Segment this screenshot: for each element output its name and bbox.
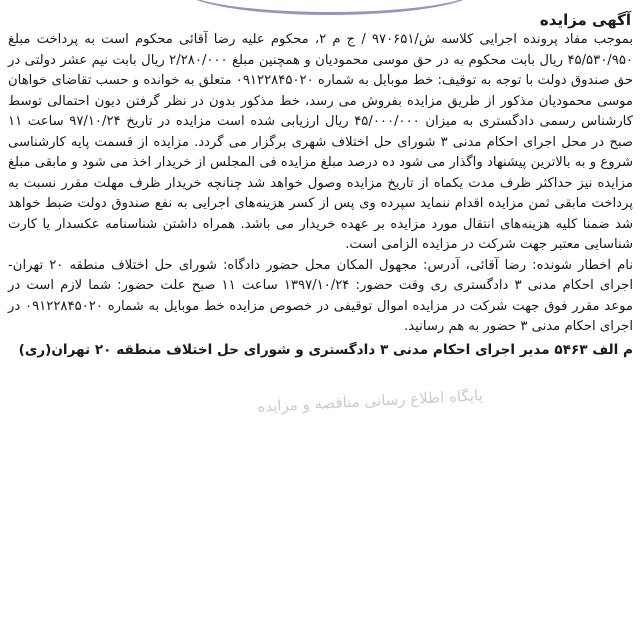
- auction-notice: [8, 10, 633, 618]
- site-watermark: پایگاه اطلاع رسانی مناقصه و مزایده: [256, 386, 484, 416]
- notice-signature: م الف ۵۴۶۳ مدیر اجرای احکام مدنی ۳ دادگستری و شورای حل اختلاف منطقه ۲۰ تهران(ری): [18, 341, 633, 358]
- notice-title: آگهی مزایده: [539, 11, 631, 29]
- notice-paragraph-summons: نام اخطار شونده: رضا آقائی، آدرس: مجهول المکان محل حضور دادگاه: شورای حل اختلاف منطقه ۲۰ تهران- اجرای احکام مدنی ۳ دادگستری ری وقت حضور: ۱۳۹۷/۱۰/۲۴ ساعت ۱۱ صبح علت حضور: شما لازم است در موعد مقرر فوق جهت شرکت در مزایده اموال توقیفی در خصوص مزایده خط موبایل به شماره ۰۹۱۲۲۸۴۵۰۲۰ در اجرای احکام مدنی ۳ حضور به هم رسانید.: [8, 257, 633, 334]
- notice-paragraph-main: بموجب مفاد پرونده اجرایی کلاسه ش/۹۷۰۶۵۱ / ج م ۲، محکوم علیه رضا آقائی محکوم است به پرداخت مبلغ ۴۵/۵۳۰/۹۵۰ ریال بابت محکوم به در حق موسی محمودیان و همچنین مبلغ ۲/۲۸۰/۰۰۰ ریال بابت نیم عشر دولتی در حق صندوق دولت با توجه به توقیف: خط موبایل به شماره ۰۹۱۲۲۸۴۵۰۲۰ متعلق به خوانده و حسب تقاضای خواهان موسی محمودیان مذکور از طریق مزایده بفروش می رسد، خط مذکور بدون در نظر گرفتن دیون احتمالی توسط کارشناس رسمی دادگستری به میزان ۴۵/۰۰۰/۰۰۰ ریال ارزیابی شده است مزایده در تاریخ ۹۷/۱۰/۲۴ ساعت ۱۱ صبح در محل اجرای احکام مدنی ۳ شورای حل اختلاف شهری برگزار می گردد. مزایده از قسمت پایه کارشناسی شروع و به بالاترین پیشنهاد واگذار می شود ده درصد مبلغ مزایده فی المجلس از خریدار اخذ می شود و مابقی مبلغ مزایده نیز حداکثر ظرف مدت یکماه از تاریخ مزایده وصول خواهد شد چنانچه خریدار ظرف مهلت مقرر نسبت به پرداخت مابقی ثمن مزایده اقدام ننماید سپرده وی پس از کسر هزینه‌های اجرایی به نفع صندوق دولت ضبط خواهد شد ضمنا کلیه هزینه‌های انتقال مورد مزایده بر عهده خریدار می باشد. همراه داشتن شناسنامه عکسدار یا کارت شناسایی معتبر جهت شرکت در مزایده الزامی است.: [8, 32, 634, 252]
